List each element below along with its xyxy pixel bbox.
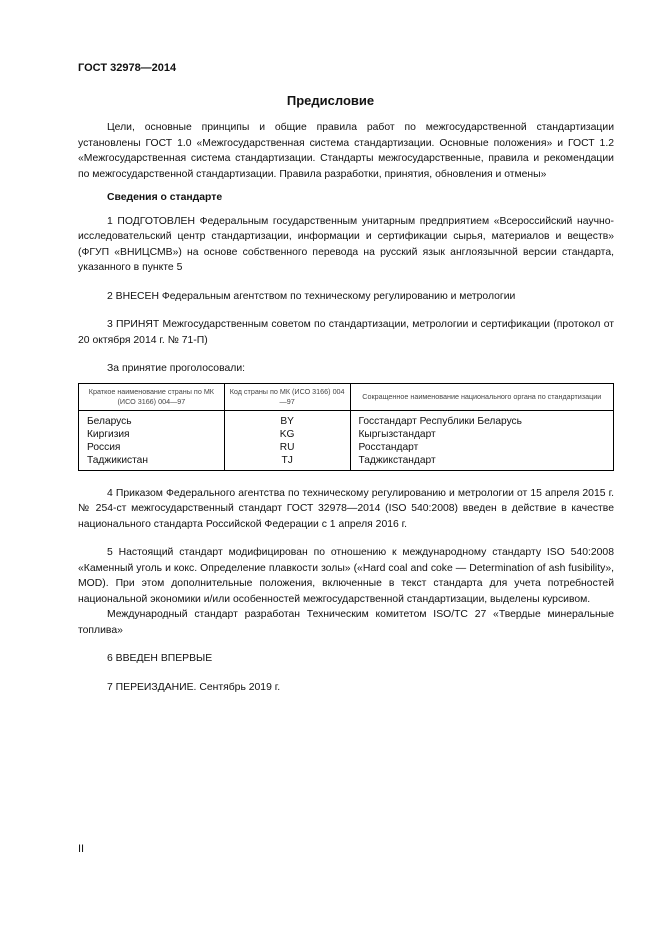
item-3-paragraph: 3 ПРИНЯТ Межгосударственным советом по стандартизации, метрологии и сертификации (протокол от 20 октября 2014 г. № 71-П): [78, 319, 614, 346]
info-heading: Сведения о стандарте: [107, 192, 223, 203]
document-id-header: ГОСТ 32978—2014: [78, 62, 177, 74]
item-6-paragraph: 6 ВВЕДЕН ВПЕРВЫЕ: [107, 653, 213, 664]
approval-table: [78, 383, 614, 471]
table-cell-body: Госстандарт Республики Беларусь: [350, 410, 614, 428]
table-row: [79, 454, 614, 471]
table-cell-body: Росстандарт: [350, 441, 614, 454]
table-cell-country: Россия: [79, 441, 225, 454]
page-number: II: [78, 843, 85, 855]
table-header-body: Сокращенное наименование национального органа по стандартизации: [350, 383, 614, 410]
table-cell-code: BY: [224, 410, 350, 428]
page-title: Предисловие: [286, 93, 375, 108]
table-row: [79, 410, 614, 428]
table-row: [79, 441, 614, 454]
table-row: [79, 428, 614, 441]
table-cell-country: Беларусь: [79, 410, 225, 428]
table-header-code: Код страны по МК (ИСО 3166) 004—97: [224, 383, 350, 410]
table-cell-country: Киргизия: [79, 428, 225, 441]
table-cell-body: Таджикстандарт: [350, 454, 614, 471]
item-2-paragraph: 2 ВНЕСЕН Федеральным агентством по техническому регулированию и метрологии: [107, 290, 516, 302]
table-cell-body: Кыргызстандарт: [350, 428, 614, 441]
item-5-paragraph: 5 Настоящий стандарт модифицирован по отношению к международному стандарту ISO 540:2008 «Каменный уголь и кокс. Определение плавкости золы» («Hard coal and coke — Determination of ash fusibility», MOD). При этом дополнительные положения, включенные в текст стандарта для учета потребностей национальной экономики и/или особенностей межгосударственной стандартизации, выделены курсивом.: [78, 547, 614, 605]
item-4-paragraph: 4 Приказом Федерального агентства по техническому регулированию и метрологии от 15 апреля 2015 г. № 254-ст межгосударственный стандарт ГОСТ 32978—2014 (ISO 540:2008) введен в действие в качестве национального стандарта Российской Федерации с 1 апреля 2016 г.: [78, 487, 614, 530]
table-header-country: Краткое наименование страны по МК (ИСО 3166) 004—97: [79, 383, 225, 410]
table-cell-code: RU: [224, 441, 350, 454]
item-5-note-paragraph: Международный стандарт разработан Техническим комитетом ISO/TC 27 «Твердые минеральные топлива»: [78, 609, 614, 636]
item-1-paragraph: 1 ПОДГОТОВЛЕН Федеральным государственным унитарным предприятием «Всероссийский научно-исследовательский центр стандартизации, информации и сертификации сырья, материалов и веществ» (ФГУП «ВНИЦСМВ») на основе собственного перевода на русский язык англоязычной версии стандарта, указанного в пункте 5: [78, 215, 614, 273]
table-header-row: [79, 383, 614, 410]
item-7-paragraph: 7 ПЕРЕИЗДАНИЕ. Сентябрь 2019 г.: [107, 681, 281, 693]
table-cell-country: Таджикистан: [79, 454, 225, 471]
intro-paragraph: Цели, основные принципы и общие правила работ по межгосударственной стандартизации установлены ГОСТ 1.0 «Межгосударственная система стандартизации. Основные положения» и ГОСТ 1.2 «Межгосударственная система стандартизации. Стандарты межгосударственные, правила и рекомендации по межгосударственной стандартизации. Правила разработки, принятия, обновления и отмены»: [78, 122, 614, 180]
table-cell-code: TJ: [224, 454, 350, 471]
foreword-body: [78, 120, 614, 695]
vote-label: За принятие проголосовали:: [107, 363, 246, 374]
table-cell-code: KG: [224, 428, 350, 441]
